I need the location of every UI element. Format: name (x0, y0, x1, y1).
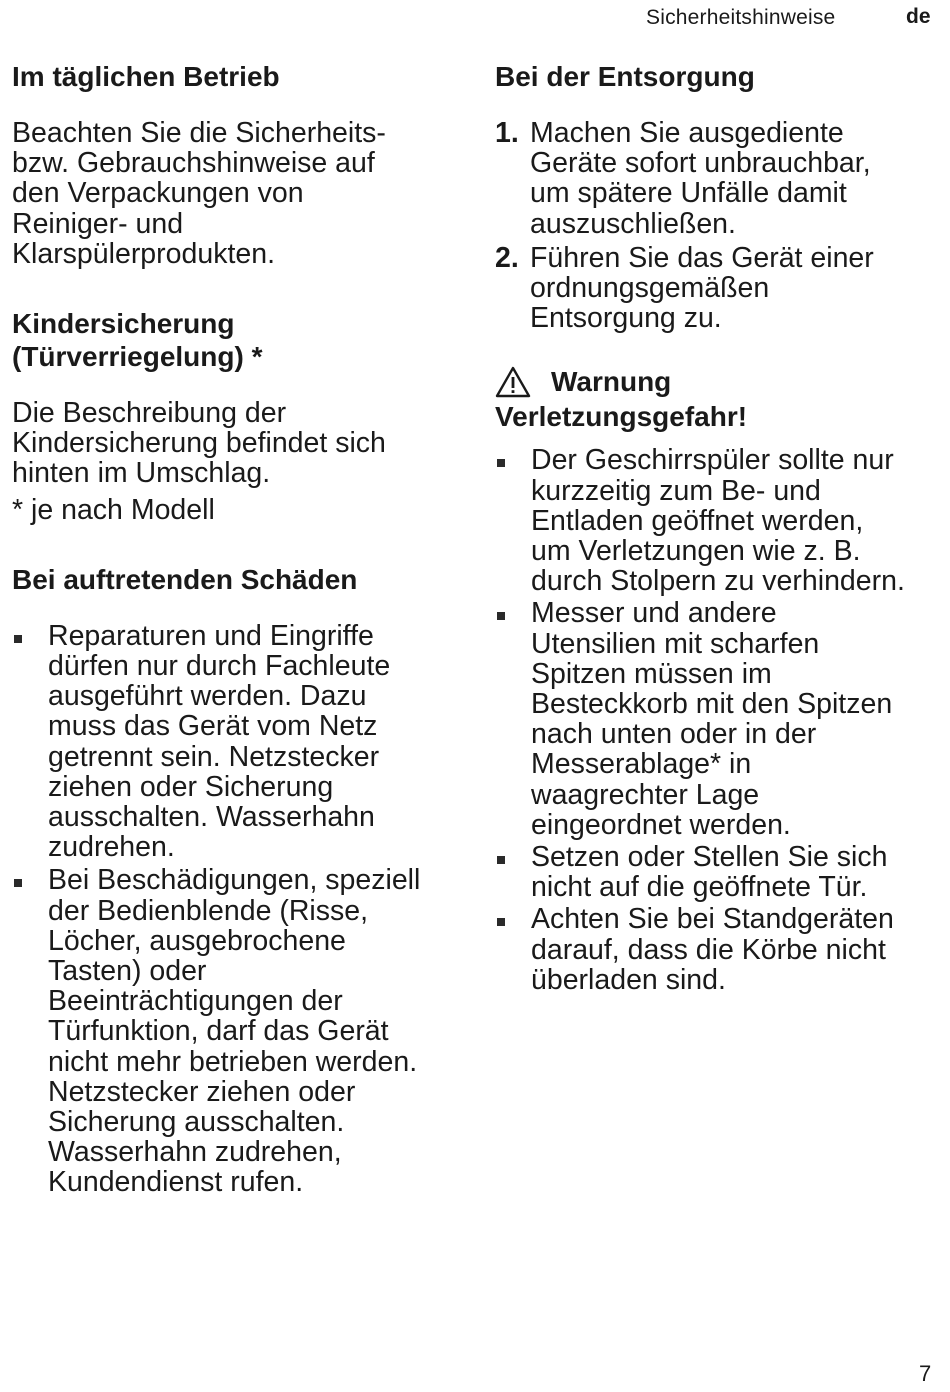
section-heading (12, 307, 452, 373)
warning-block (495, 365, 935, 995)
warning-triangle-icon (495, 366, 531, 398)
text-line: dürfen nur durch Fachleute (48, 650, 391, 683)
text-line: ordnungsgemäßen (530, 272, 770, 305)
text-line: Netzstecker ziehen oder (48, 1075, 356, 1108)
step-number: 2. (495, 241, 519, 274)
text-line: Geräte sofort unbrauchbar, (530, 147, 871, 180)
text-line: Klarspülerprodukten. (12, 237, 275, 270)
text-line: hinten im Umschlag. (12, 457, 271, 490)
text-line: ausschalten. Wasserhahn (48, 801, 375, 834)
text-line: muss das Gerät vom Netz (48, 710, 378, 743)
section-child-lock (12, 307, 452, 525)
text-line: Kindersicherung befindet sich (12, 427, 386, 460)
text-line: getrennt sein. Netzstecker (48, 740, 380, 773)
left-column (12, 60, 452, 1198)
text-line: nicht auf die geöffnete Tür. (531, 871, 868, 904)
text-line: nach unten oder in der (531, 718, 817, 751)
square-bullet-icon (14, 635, 22, 643)
running-header-title: Sicherheitshinweise (646, 6, 836, 29)
right-column (495, 60, 935, 995)
text-line: Löcher, ausgebrochene (48, 924, 346, 957)
text-line: Beachten Sie die Sicherheits- (12, 117, 386, 149)
text-line: Entladen geöffnet werden, (531, 504, 864, 537)
text-line: der Bedienblende (Risse, (48, 894, 369, 927)
numbered-list (495, 118, 935, 333)
heading-line: (Türverriegelung) * (12, 341, 263, 373)
bullet-list (12, 621, 452, 1198)
section-heading: Bei auftretenden Schäden (12, 563, 358, 595)
text-line: Sicherung ausschalten. (48, 1106, 345, 1139)
text-line: überladen sind. (531, 963, 726, 996)
section-damage (12, 563, 452, 1198)
text-line: Entsorgung zu. (530, 302, 722, 335)
square-bullet-icon (497, 918, 505, 926)
text-line: Tasten) oder (48, 955, 207, 988)
step-number: 1. (495, 117, 519, 149)
list-item (495, 243, 935, 334)
list-item (12, 621, 452, 863)
text-line: ziehen oder Sicherung (48, 770, 334, 803)
text-line: Reparaturen und Eingriffe (48, 619, 374, 652)
square-bullet-icon (14, 879, 22, 887)
text-line: Reiniger- und (12, 207, 184, 240)
bullet-list (495, 445, 935, 995)
text-line: Messerablage* in (531, 748, 752, 781)
warning-title: Warnung (551, 366, 672, 398)
text-line: ausgeführt werden. Dazu (48, 680, 367, 713)
text-line: Setzen oder Stellen Sie sich (531, 841, 888, 874)
text-line: Besteckkorb mit den Spitzen (531, 688, 893, 721)
square-bullet-icon (497, 612, 505, 620)
text-line: Führen Sie das Gerät einer (530, 241, 874, 274)
text-line: auszuschließen. (530, 207, 736, 240)
section-heading: Bei der Entsorgung (495, 61, 755, 92)
footnote: * je nach Modell (12, 493, 215, 526)
square-bullet-icon (497, 856, 505, 864)
text-line: Wasserhahn zudrehen, (48, 1136, 342, 1169)
text-line: bzw. Gebrauchshinweise auf (12, 147, 375, 180)
text-line: Türfunktion, darf das Gerät (48, 1015, 389, 1048)
text-line: waagrechter Lage (531, 778, 760, 811)
text-line: nicht mehr betrieben werden. (48, 1045, 418, 1078)
text-line: kurzzeitig zum Be- und (531, 474, 821, 507)
text-line: Beeinträchtigungen der (48, 985, 343, 1018)
section-daily-operation (12, 60, 452, 269)
text-line: Messer und andere (531, 597, 777, 630)
paragraph (12, 398, 452, 489)
text-line: eingeordnet werden. (531, 808, 791, 841)
text-line: durch Stolpern zu verhindern. (531, 565, 905, 598)
text-line: um Verletzungen wie z. B. (531, 535, 861, 568)
text-line: um spätere Unfälle damit (530, 177, 847, 210)
list-item (495, 445, 935, 596)
page-number: 7 (919, 1361, 932, 1386)
warning-heading (495, 365, 935, 398)
section-heading: Im täglichen Betrieb (12, 61, 280, 92)
text-line: Achten Sie bei Standgeräten (531, 903, 894, 936)
list-item (495, 904, 935, 995)
text-line: Bei Beschädigungen, speziell (48, 864, 421, 897)
text-line: Spitzen müssen im (531, 657, 772, 690)
text-line: den Verpackungen von (12, 177, 304, 210)
text-line: Kundendienst rufen. (48, 1166, 304, 1199)
list-item (495, 118, 935, 239)
heading-line: Kindersicherung (12, 308, 235, 340)
list-item (495, 842, 935, 902)
text-line: zudrehen. (48, 831, 175, 864)
warning-subtitle: Verletzungsgefahr! (495, 401, 748, 433)
paragraph (12, 118, 452, 269)
text-line: Utensilien mit scharfen (531, 627, 820, 660)
text-line: Machen Sie ausgediente (530, 117, 844, 149)
section-disposal (495, 60, 935, 333)
square-bullet-icon (497, 459, 505, 467)
language-code: de (906, 5, 931, 28)
text-line: Der Geschirrspüler sollte nur (531, 444, 894, 477)
text-line: darauf, dass die Körbe nicht (531, 933, 886, 966)
list-item (12, 865, 452, 1197)
text-line: Die Beschreibung der (12, 397, 287, 430)
list-item (495, 598, 935, 840)
